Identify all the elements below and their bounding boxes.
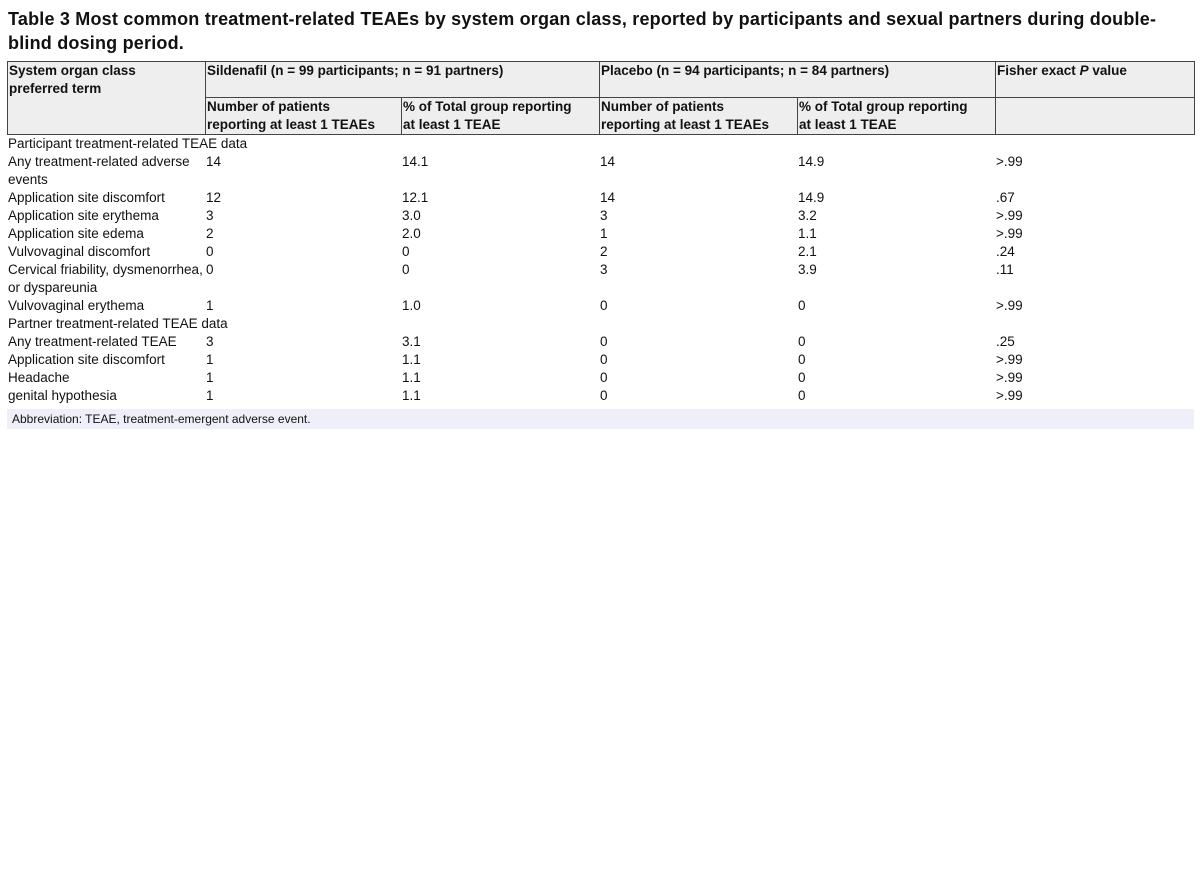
section-row [7, 135, 1194, 153]
table-row [7, 369, 1194, 387]
cell-sildenafil-number: 1 [206, 370, 214, 385]
table-row [7, 225, 1194, 243]
table-row [7, 387, 1194, 405]
cell-placebo-number: 0 [600, 298, 608, 313]
cell-sildenafil-number: 1 [206, 352, 214, 367]
cell-sildenafil-percent: 1.1 [402, 352, 421, 367]
cell-sildenafil-number: 0 [206, 244, 214, 259]
cell-sildenafil-number: 12 [206, 190, 222, 205]
col-header-fisher-text: Fisher exact [997, 63, 1080, 78]
cell-placebo-percent: 0 [798, 388, 806, 403]
col-header-line: Number of patients [601, 99, 725, 114]
cell-sildenafil-number: 3 [206, 334, 214, 349]
cell-placebo-percent: 14.9 [798, 190, 825, 205]
col-header-line: at least 1 TEAE [799, 117, 897, 132]
section-label: Partner treatment-related TEAE data [8, 316, 228, 331]
cell-sildenafil-percent: 1.0 [402, 298, 421, 313]
cell-placebo-number: 0 [600, 352, 608, 367]
table-row [7, 189, 1194, 207]
cell-term: Cervical friability, dysmenorrhea, or dyspareunia [8, 262, 203, 295]
table-row [7, 207, 1194, 225]
cell-placebo-percent: 14.9 [798, 154, 825, 169]
col-header-line: at least 1 TEAE [403, 117, 501, 132]
cell-sildenafil-number: 3 [206, 208, 214, 223]
cell-sildenafil-percent: 0 [402, 262, 410, 277]
cell-term: genital hypothesia [8, 388, 117, 403]
table-header [7, 61, 1195, 135]
cell-p-value: .25 [996, 334, 1015, 349]
cell-p-value: >.99 [996, 154, 1023, 169]
cell-placebo-percent: 3.2 [798, 208, 817, 223]
col-header-sildenafil-percent [402, 98, 600, 135]
col-header-line: reporting at least 1 TEAEs [207, 117, 376, 132]
cell-term: Application site discomfort [8, 352, 165, 367]
cell-p-value: >.99 [996, 352, 1023, 367]
cell-sildenafil-percent: 14.1 [402, 154, 429, 169]
cell-p-value: .24 [996, 244, 1015, 259]
col-header-line: preferred term [9, 81, 102, 96]
cell-p-value: >.99 [996, 208, 1023, 223]
col-header-line: % of Total group reporting [799, 99, 968, 114]
cell-sildenafil-percent: 0 [402, 244, 410, 259]
col-header-placebo-group: Placebo (n = 94 participants; n = 84 partners) [600, 62, 996, 98]
col-header-placebo-percent [798, 98, 996, 135]
section-label: Participant treatment-related TEAE data [8, 136, 248, 151]
cell-p-value: >.99 [996, 298, 1023, 313]
cell-p-value: .11 [996, 262, 1014, 277]
col-header-fisher-suffix: value [1088, 63, 1127, 78]
section-row [7, 315, 1194, 333]
cell-placebo-number: 0 [600, 370, 608, 385]
cell-placebo-percent: 3.9 [798, 262, 817, 277]
cell-term: Any treatment-related TEAE [8, 334, 177, 349]
cell-placebo-number: 3 [600, 262, 608, 277]
col-header-line: reporting at least 1 TEAEs [601, 117, 770, 132]
cell-term: Application site erythema [8, 208, 159, 223]
cell-placebo-percent: 2.1 [798, 244, 817, 259]
col-header-line: Number of patients [207, 99, 331, 114]
table-row [7, 333, 1194, 351]
col-header-line: System organ class [9, 63, 136, 78]
cell-term: Application site edema [8, 226, 144, 241]
table-row [7, 297, 1194, 315]
cell-placebo-number: 1 [600, 226, 608, 241]
col-header-line: % of Total group reporting [403, 99, 572, 114]
col-header-sildenafil-group: Sildenafil (n = 99 participants; n = 91 partners) [206, 62, 600, 98]
cell-sildenafil-number: 1 [206, 388, 214, 403]
col-header-placebo-number [600, 98, 798, 135]
cell-p-value: >.99 [996, 388, 1023, 403]
cell-sildenafil-percent: 3.1 [402, 334, 421, 349]
cell-sildenafil-number: 0 [206, 262, 214, 277]
cell-p-value: .67 [996, 190, 1015, 205]
table-title: Table 3 Most common treatment-related TEAEs by system organ class, reported by participants and sexual partners during double-blind dosing period. [8, 9, 1157, 53]
cell-placebo-number: 2 [600, 244, 608, 259]
col-header-fisher-blank [996, 98, 1195, 135]
cell-placebo-number: 3 [600, 208, 608, 223]
table-row [7, 351, 1194, 369]
table-footnote: Abbreviation: TEAE, treatment-emergent adverse event. [7, 409, 1194, 429]
cell-sildenafil-percent: 12.1 [402, 190, 429, 205]
cell-term: Any treatment-related adverse events [8, 154, 190, 187]
cell-p-value: >.99 [996, 226, 1023, 241]
table-body [7, 135, 1194, 405]
col-header-sildenafil-number [206, 98, 402, 135]
data-table [7, 61, 1194, 429]
cell-sildenafil-number: 2 [206, 226, 214, 241]
table-row [7, 153, 1194, 189]
cell-sildenafil-number: 14 [206, 154, 222, 169]
cell-placebo-percent: 0 [798, 370, 806, 385]
cell-placebo-percent: 0 [798, 334, 806, 349]
cell-sildenafil-percent: 2.0 [402, 226, 421, 241]
table-row [7, 243, 1194, 261]
cell-placebo-number: 0 [600, 388, 608, 403]
cell-sildenafil-number: 1 [206, 298, 214, 313]
cell-term: Headache [8, 370, 70, 385]
col-header-fisher-p-value [996, 62, 1195, 98]
cell-placebo-number: 14 [600, 190, 616, 205]
cell-placebo-percent: 0 [798, 298, 806, 313]
cell-sildenafil-percent: 3.0 [402, 208, 421, 223]
cell-sildenafil-percent: 1.1 [402, 388, 421, 403]
col-header-fisher-p: P [1079, 63, 1089, 78]
table-row [7, 261, 1194, 297]
cell-placebo-percent: 0 [798, 352, 806, 367]
cell-placebo-number: 0 [600, 334, 608, 349]
cell-placebo-percent: 1.1 [798, 226, 817, 241]
cell-term: Application site discomfort [8, 190, 165, 205]
cell-p-value: >.99 [996, 370, 1023, 385]
cell-placebo-number: 14 [600, 154, 616, 169]
col-header-system-organ-class [8, 62, 206, 135]
cell-term: Vulvovaginal discomfort [8, 244, 151, 259]
cell-term: Vulvovaginal erythema [8, 298, 145, 313]
cell-sildenafil-percent: 1.1 [402, 370, 421, 385]
